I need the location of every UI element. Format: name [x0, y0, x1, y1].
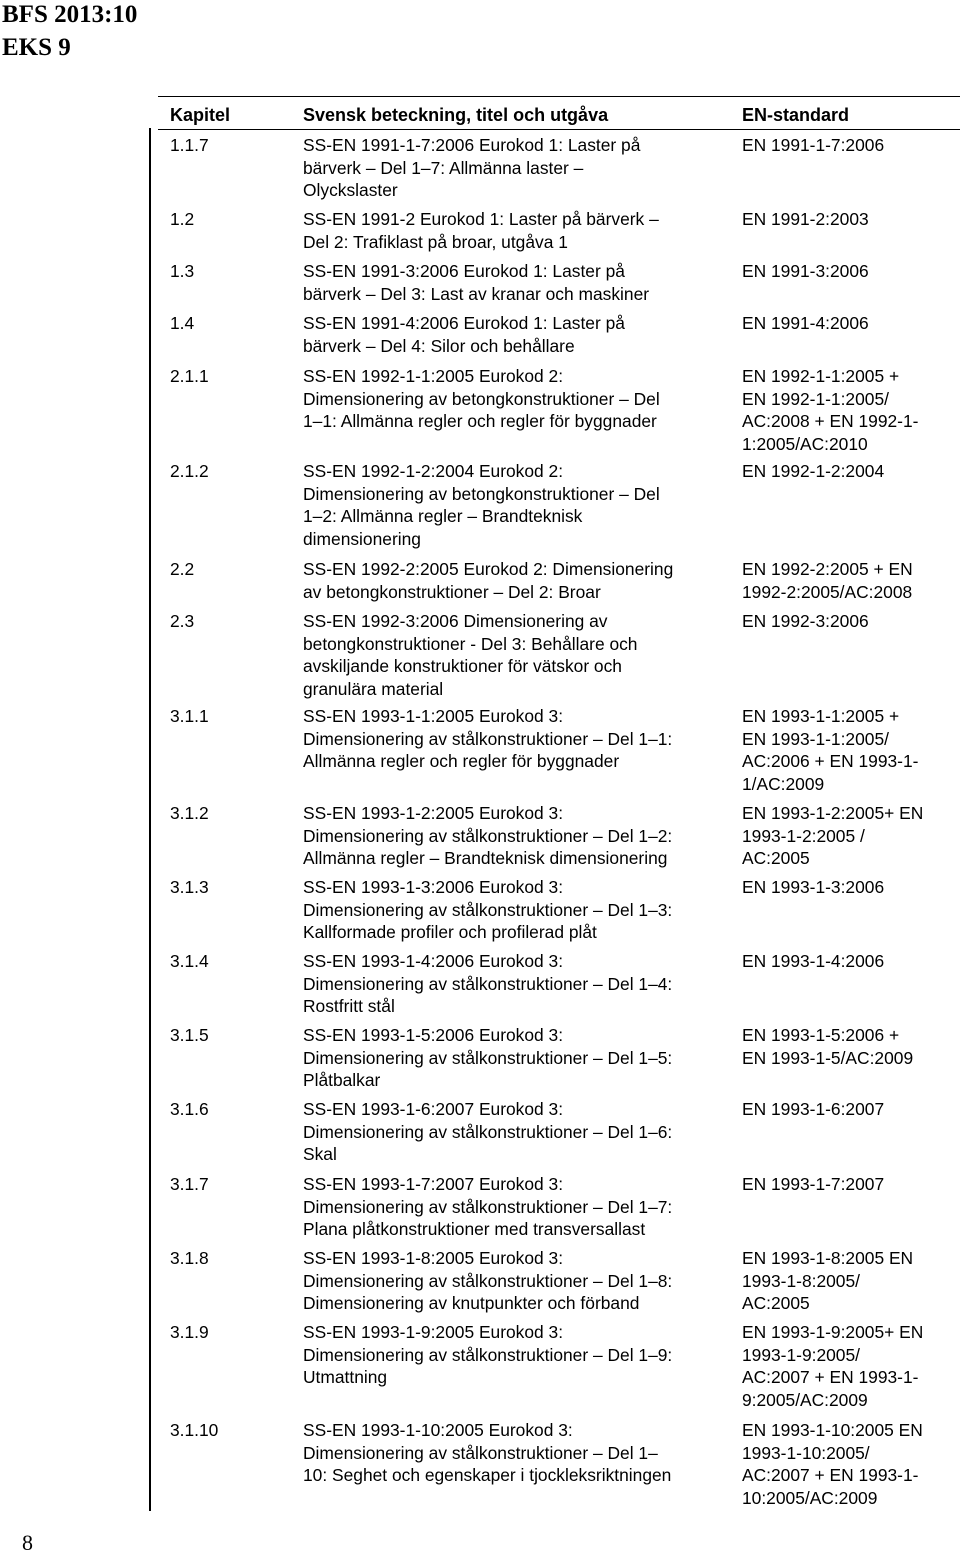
cell-kapitel: 3.1.3 [170, 877, 209, 897]
cell-svensk: SS-EN 1991-3:2006 Eurokod 1: Laster på bärverk – Del 3: Last av kranar och maskiner [303, 261, 650, 304]
cell-kapitel: 3.1.1 [170, 706, 209, 726]
cell-en-standard: EN 1992-3:2006 [742, 611, 869, 631]
column-header-svensk: Svensk beteckning, titel och utgåva [303, 105, 609, 125]
cell-en-standard: EN 1993-1-9:2005+ EN 1993-1-9:2005/ AC:2007 + EN 1993-1- 9:2005/AC:2009 [742, 1322, 924, 1410]
cell-kapitel: 3.1.8 [170, 1248, 209, 1268]
cell-svensk: SS-EN 1993-1-1:2005 Eurokod 3: Dimensionering av stålkonstruktioner – Del 1–1: Allmänna regler och regler för byggnader [303, 706, 673, 771]
cell-en-standard: EN 1991-4:2006 [742, 313, 869, 333]
cell-kapitel: 3.1.10 [170, 1420, 219, 1440]
cell-svensk: SS-EN 1993-1-7:2007 Eurokod 3: Dimensionering av stålkonstruktioner – Del 1–7: Plana plåtkonstruktioner med transversallast [303, 1174, 673, 1239]
cell-svensk: SS-EN 1993-1-5:2006 Eurokod 3: Dimensionering av stålkonstruktioner – Del 1–5: Plåtbalkar [303, 1025, 673, 1090]
cell-kapitel: 3.1.6 [170, 1099, 209, 1119]
cell-svensk: SS-EN 1991-4:2006 Eurokod 1: Laster på bärverk – Del 4: Silor och behållare [303, 313, 625, 356]
cell-en-standard: EN 1993-1-5:2006 + EN 1993-1-5/AC:2009 [742, 1025, 914, 1068]
cell-svensk: SS-EN 1992-1-2:2004 Eurokod 2: Dimensionering av betongkonstruktioner – Del 1–2: Allmänna regler – Brandteknisk dimensionering [303, 461, 660, 549]
cell-en-standard: EN 1992-1-1:2005 + EN 1992-1-1:2005/ AC:2008 + EN 1992-1- 1:2005/AC:2010 [742, 366, 919, 454]
cell-en-standard: EN 1991-1-7:2006 [742, 135, 885, 155]
cell-kapitel: 1.1.7 [170, 135, 209, 155]
margin-rule [149, 128, 151, 1511]
cell-kapitel: 1.4 [170, 313, 195, 333]
column-header-en: EN-standard [742, 105, 850, 125]
cell-svensk: SS-EN 1993-1-8:2005 Eurokod 3: Dimensionering av stålkonstruktioner – Del 1–8: Dimensionering av knutpunkter och förband [303, 1248, 673, 1313]
cell-en-standard: EN 1993-1-4:2006 [742, 951, 885, 971]
cell-en-standard: EN 1993-1-1:2005 + EN 1993-1-1:2005/ AC:2006 + EN 1993-1- 1/AC:2009 [742, 706, 919, 794]
header-line-1: BFS 2013:10 [2, 1, 138, 28]
cell-svensk: SS-EN 1993-1-10:2005 Eurokod 3: Dimensionering av stålkonstruktioner – Del 1– 10: Seghet och egenskaper i tjockleksriktningen [303, 1420, 672, 1485]
cell-en-standard: EN 1991-2:2003 [742, 209, 869, 229]
cell-en-standard: EN 1992-1-2:2004 [742, 461, 885, 481]
document-header [2, 0, 137, 64]
cell-svensk: SS-EN 1991-2 Eurokod 1: Laster på bärverk – Del 2: Trafiklast på broar, utgåva 1 [303, 209, 659, 252]
cell-en-standard: EN 1993-1-8:2005 EN 1993-1-8:2005/ AC:2005 [742, 1248, 914, 1313]
cell-svensk: SS-EN 1992-1-1:2005 Eurokod 2: Dimensionering av betongkonstruktioner – Del 1–1: Allmänna regler och regler för byggnader [303, 366, 660, 431]
cell-en-standard: EN 1991-3:2006 [742, 261, 869, 281]
cell-svensk: SS-EN 1992-3:2006 Dimensionering av betongkonstruktioner - Del 3: Behållare och avskiljande konstruktioner för vätskor och granulära material [303, 611, 638, 699]
cell-svensk: SS-EN 1993-1-4:2006 Eurokod 3: Dimensionering av stålkonstruktioner – Del 1–4: Rostfritt stål [303, 951, 673, 1016]
cell-kapitel: 3.1.7 [170, 1174, 209, 1194]
cell-svensk: SS-EN 1993-1-9:2005 Eurokod 3: Dimensionering av stålkonstruktioner – Del 1–9: Utmattning [303, 1322, 673, 1387]
cell-kapitel: 3.1.4 [170, 951, 209, 971]
header-line-2: EKS 9 [2, 34, 71, 61]
cell-en-standard: EN 1993-1-6:2007 [742, 1099, 885, 1119]
cell-kapitel: 1.2 [170, 209, 195, 229]
cell-en-standard: EN 1993-1-2:2005+ EN 1993-1-2:2005 / AC:2005 [742, 803, 924, 868]
cell-kapitel: 3.1.9 [170, 1322, 209, 1342]
cell-kapitel: 2.1.2 [170, 461, 209, 481]
cell-kapitel: 1.3 [170, 261, 195, 281]
page-number: 8 [22, 1530, 33, 1555]
cell-svensk: SS-EN 1991-1-7:2006 Eurokod 1: Laster på bärverk – Del 1–7: Allmänna laster – Olyckslaster [303, 135, 641, 200]
cell-svensk: SS-EN 1993-1-2:2005 Eurokod 3: Dimensionering av stålkonstruktioner – Del 1–2: Allmänna regler – Brandteknisk dimensionering [303, 803, 673, 868]
column-header-kapitel: Kapitel [170, 105, 231, 125]
cell-kapitel: 2.1.1 [170, 366, 209, 386]
table-top-rule [158, 96, 960, 97]
cell-en-standard: EN 1992-2:2005 + EN 1992-2:2005/AC:2008 [742, 559, 913, 602]
cell-svensk: SS-EN 1992-2:2005 Eurokod 2: Dimensionering av betongkonstruktioner – Del 2: Broar [303, 559, 674, 602]
cell-en-standard: EN 1993-1-3:2006 [742, 877, 885, 897]
cell-en-standard: EN 1993-1-7:2007 [742, 1174, 885, 1194]
cell-kapitel: 3.1.2 [170, 803, 209, 823]
cell-svensk: SS-EN 1993-1-6:2007 Eurokod 3: Dimensionering av stålkonstruktioner – Del 1–6: Skal [303, 1099, 673, 1164]
cell-kapitel: 2.3 [170, 611, 195, 631]
cell-svensk: SS-EN 1993-1-3:2006 Eurokod 3: Dimensionering av stålkonstruktioner – Del 1–3: Kallformade profiler och profilerad plåt [303, 877, 673, 942]
cell-en-standard: EN 1993-1-10:2005 EN 1993-1-10:2005/ AC:2007 + EN 1993-1- 10:2005/AC:2009 [742, 1420, 923, 1508]
cell-kapitel: 3.1.5 [170, 1025, 209, 1045]
cell-kapitel: 2.2 [170, 559, 195, 579]
table-header-rule [158, 129, 960, 130]
